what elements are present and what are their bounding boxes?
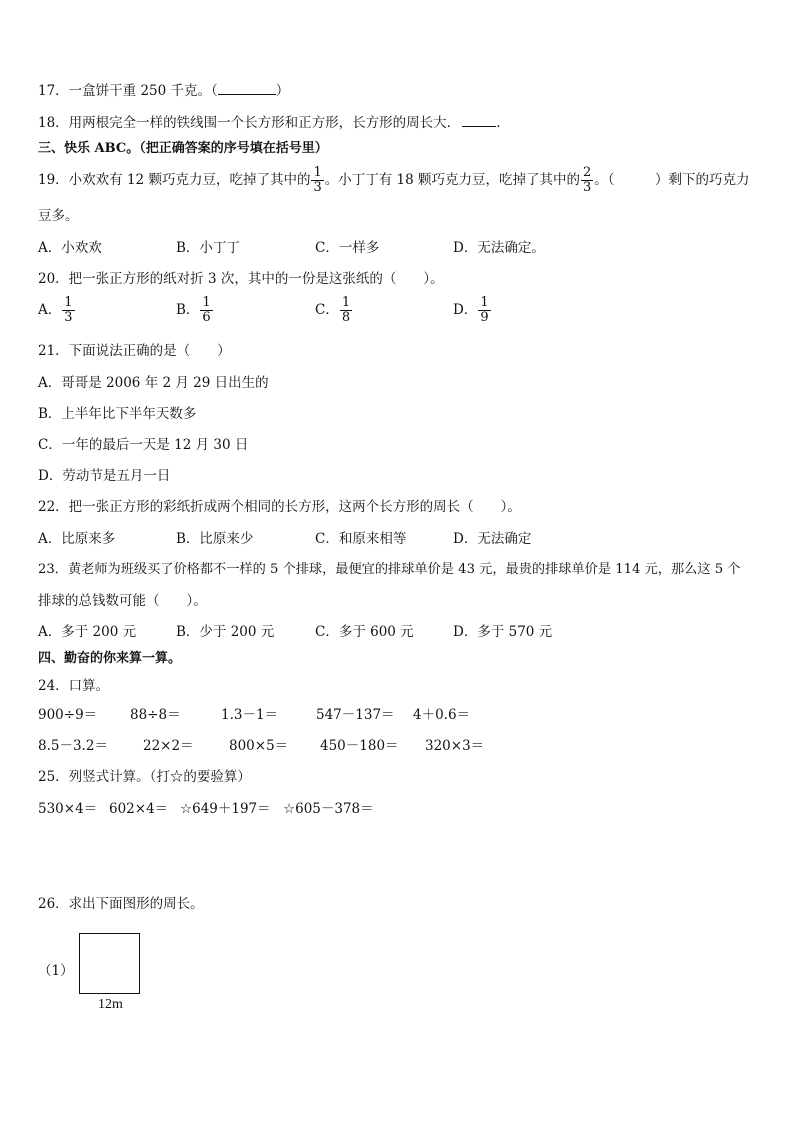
- q19-option-d[interactable]: D．无法确定。: [453, 240, 545, 256]
- q20-option-a-fraction: $\frac{1}{3}$: [64, 295, 73, 325]
- q24-calc: 4＋0.6＝: [413, 707, 471, 723]
- q25-calc: 602×4＝: [109, 801, 169, 817]
- question-19: [38, 160, 750, 200]
- q20-option-d-fraction: $\frac{1}{9}$: [480, 295, 489, 325]
- q22-option-c[interactable]: C．和原来相等: [315, 531, 407, 547]
- q21-option-d[interactable]: D．劳动节是五月一日: [38, 468, 171, 484]
- q17-answer-blank[interactable]: [218, 82, 276, 95]
- section-4-heading: 四、勤奋的你来算一算。: [38, 651, 182, 666]
- question-26: 26．求出下面图形的周长。: [38, 896, 204, 912]
- q23-line2: 排球的总钱数可能（ ）。: [38, 593, 207, 609]
- q23-option-b[interactable]: B．少于 200 元: [176, 624, 275, 640]
- q24-calc: 547－137＝: [316, 707, 395, 723]
- q17-text: 17．一盒饼干重 250 千克。（: [38, 83, 218, 99]
- q20-option-a-label: A．: [38, 302, 62, 318]
- q20-option-b-fraction: $\frac{1}{6}$: [202, 295, 211, 325]
- q19-fraction-1: $\frac{1}{3}$: [313, 165, 322, 195]
- q19-part1: 19．小欢欢有 12 颗巧克力豆，吃掉了其中的: [38, 172, 311, 188]
- q24-calc: 800×5＝: [229, 738, 289, 754]
- q23-option-d[interactable]: D．多于 570 元: [453, 624, 553, 640]
- question-18: [38, 114, 510, 132]
- q19-option-b[interactable]: B．小丁丁: [176, 240, 240, 256]
- question-21: 21．下面说法正确的是（ ）: [38, 343, 231, 359]
- q20-option-a[interactable]: [38, 296, 76, 325]
- q17-close: ）: [275, 83, 290, 99]
- q22-option-a[interactable]: A．比原来多: [38, 531, 116, 547]
- q24-calc: 320×3＝: [425, 738, 485, 754]
- figure-label: （1）: [38, 963, 74, 979]
- section-3-heading: 三、快乐 ABC。（把正确答案的序号填在括号里）: [38, 141, 328, 156]
- q21-option-b[interactable]: B．上半年比下半年天数多: [38, 406, 197, 422]
- q20-option-c-fraction: $\frac{1}{8}$: [341, 295, 351, 325]
- q19-option-c[interactable]: C．一样多: [315, 240, 380, 256]
- q20-option-c[interactable]: [315, 296, 353, 325]
- question-24: 24．口算。: [38, 678, 110, 694]
- q23-option-c[interactable]: C．多于 600 元: [315, 624, 414, 640]
- q25-calc: ☆649＋197＝: [180, 801, 271, 817]
- q19-part2: 。小丁丁有 18 颗巧克力豆，吃掉了其中的: [324, 172, 580, 188]
- q25-calc: 530×4＝: [38, 801, 98, 817]
- q22-option-d[interactable]: D．无法确定: [453, 531, 532, 547]
- question-17: [38, 82, 289, 100]
- q21-option-c[interactable]: C．一年的最后一天是 12 月 30 日: [38, 437, 249, 453]
- q20-option-d-label: D．: [453, 302, 478, 318]
- q24-calc: 88÷8＝: [130, 707, 181, 723]
- q20-option-b-label: B．: [176, 302, 200, 318]
- question-22: 22．把一张正方形的彩纸折成两个相同的长方形，这两个长方形的周长（ ）。: [38, 499, 521, 515]
- q20-option-d[interactable]: [453, 296, 492, 325]
- q24-calc: 22×2＝: [143, 738, 194, 754]
- question-25: 25．列竖式计算。（打☆的要验算）: [38, 769, 251, 785]
- q19-line2: 豆多。: [38, 208, 79, 224]
- q20-option-b[interactable]: [176, 296, 214, 325]
- q22-option-b[interactable]: B．比原来少: [176, 531, 254, 547]
- q20-option-c-label: C．: [315, 302, 339, 318]
- q19-fraction-2: $\frac{2}{3}$: [583, 165, 592, 195]
- q24-calc: 8.5－3.2＝: [38, 738, 108, 754]
- square-figure: [79, 933, 140, 994]
- q25-calc: ☆605－378＝: [283, 801, 374, 817]
- q19-part3: 。（ ）剩下的巧克力: [594, 172, 750, 188]
- q21-option-a[interactable]: A．哥哥是 2006 年 2 月 29 日出生的: [38, 375, 269, 391]
- q24-calc: 1.3－1＝: [221, 707, 279, 723]
- q23-option-a[interactable]: A．多于 200 元: [38, 624, 137, 640]
- q18-end: ．: [496, 115, 510, 131]
- side-length-label: 12m: [98, 997, 123, 1012]
- q24-calc: 900÷9＝: [38, 707, 98, 723]
- q18-answer-blank[interactable]: [462, 114, 496, 127]
- question-23: 23．黄老师为班级买了价格都不一样的 5 个排球，最便宜的排球单价是 43 元，最贵的排球单价是 114 元，那么这 5 个: [38, 562, 741, 577]
- q19-option-a[interactable]: A．小欢欢: [38, 240, 102, 256]
- q24-calc: 450－180＝: [320, 738, 399, 754]
- question-20: 20．把一张正方形的纸对折 3 次，其中的一份是这张纸的（ ）。: [38, 271, 444, 287]
- q18-text: 18．用两根完全一样的铁线围一个长方形和正方形，长方形的周长大．: [38, 115, 461, 131]
